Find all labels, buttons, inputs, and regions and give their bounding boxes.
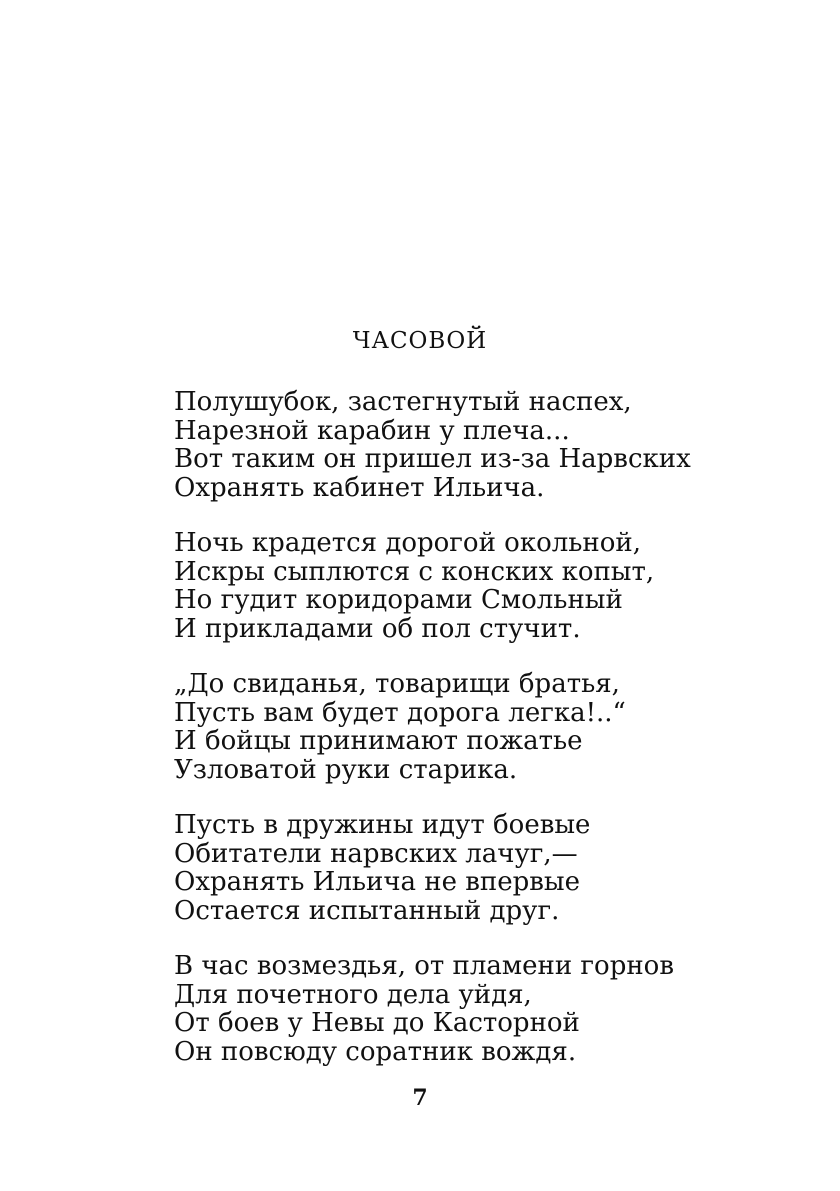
poem-line: Пусть вам будет дорога легка!..“ bbox=[174, 697, 626, 728]
stanza-2 bbox=[174, 529, 774, 643]
poem-line: Он повсюду соратник вождя. bbox=[174, 1036, 577, 1067]
poem-line: Узловатой руки старика. bbox=[174, 754, 518, 785]
poem-line: Остается испытанный друг. bbox=[174, 895, 560, 926]
poem-line: И бойцы принимают пожатье bbox=[174, 726, 583, 756]
poem-line: Нарезной карабин у плеча... bbox=[174, 415, 570, 446]
poem-line: Вот таким он пришел из-за Нарвских bbox=[174, 444, 691, 474]
poem-line: Искры сыплются с конских копыт, bbox=[174, 556, 655, 587]
poem-line: „До свиданья, товарищи братья, bbox=[174, 669, 620, 699]
poem-line: В час возмездья, от пламени горнов bbox=[174, 951, 674, 981]
poem-body bbox=[174, 388, 774, 1093]
stanza-3 bbox=[174, 670, 774, 784]
poem-line: Для почетного дела уйдя, bbox=[174, 979, 532, 1010]
poem-line: Полушубок, застегнутый наспех, bbox=[174, 387, 632, 417]
poem-line: Охранять кабинет Ильича. bbox=[174, 472, 545, 503]
page-number: 7 bbox=[412, 1085, 428, 1111]
poem-title: ЧАСОВОЙ bbox=[352, 328, 488, 354]
poem-line: От боев у Невы до Касторной bbox=[174, 1008, 580, 1038]
stanza-1 bbox=[174, 388, 774, 502]
stanza-4 bbox=[174, 811, 774, 925]
poem-line: Обитатели нарвских лачуг,— bbox=[174, 838, 578, 869]
stanza-5 bbox=[174, 952, 774, 1066]
poem-line: Но гудит коридорами Смольный bbox=[174, 585, 623, 615]
poem-line: Охранять Ильича не впервые bbox=[174, 867, 580, 897]
poem-line: Ночь крадется дорогой окольной, bbox=[174, 528, 641, 558]
poem-line: И прикладами об пол стучит. bbox=[174, 613, 581, 644]
poem-line: Пусть в дружины идут боевые bbox=[174, 810, 591, 840]
